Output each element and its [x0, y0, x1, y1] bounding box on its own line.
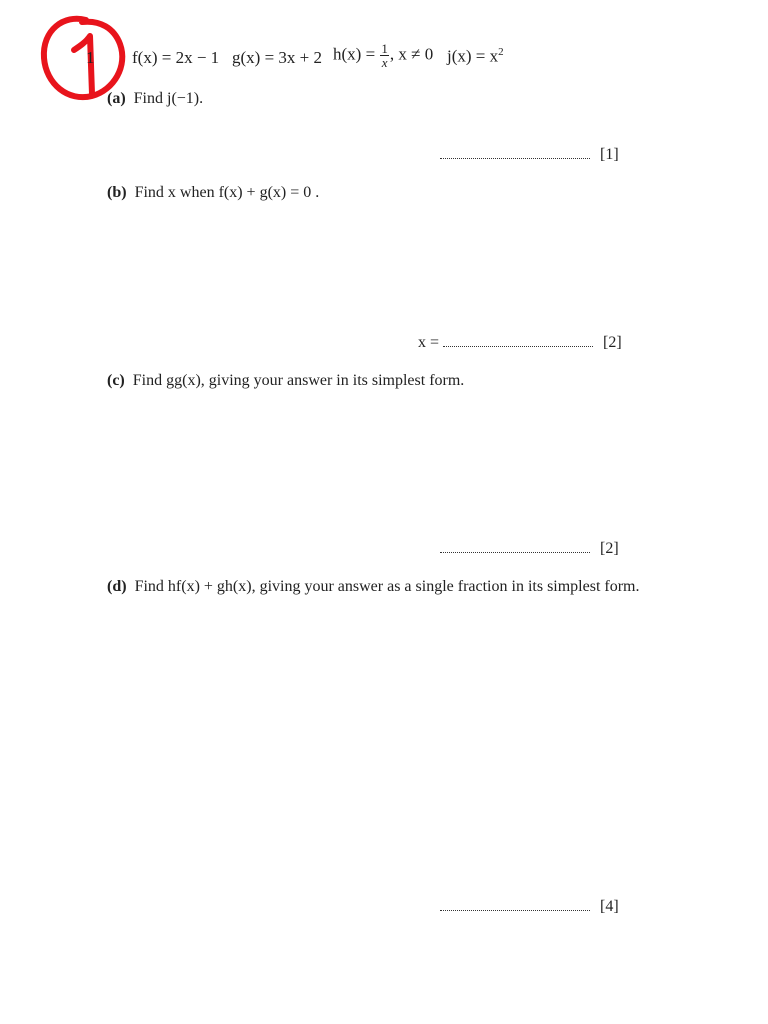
- function-h-lhs: h(x) =: [333, 44, 380, 64]
- part-c-marks: [2]: [600, 540, 619, 557]
- part-a-prompt: [107, 90, 203, 108]
- part-d-answer-field[interactable]: [440, 898, 590, 911]
- part-a-marks: [1]: [600, 146, 619, 163]
- part-c-answer-field[interactable]: [440, 540, 590, 553]
- function-h-condition: , x ≠ 0: [389, 44, 434, 64]
- part-a-text: Find j(−1).: [133, 90, 204, 107]
- part-c-label: (c): [107, 372, 125, 389]
- part-b-label: (b): [107, 184, 127, 201]
- function-f: f(x) = 2x − 1: [132, 48, 220, 67]
- part-d-label: (d): [107, 578, 127, 595]
- function-j-exponent: 2: [498, 46, 504, 58]
- part-b-answer-field[interactable]: [443, 334, 593, 347]
- part-a-label: (a): [107, 90, 126, 107]
- part-c-answer-line: [436, 540, 619, 558]
- function-j-base: j(x) = x: [447, 46, 499, 66]
- part-c-prompt: [107, 372, 464, 390]
- function-j: [447, 46, 504, 67]
- part-b-text: Find x when f(x) + g(x) = 0 .: [134, 184, 320, 201]
- part-c-text: Find gg(x), giving your answer in its simplest form.: [132, 372, 465, 389]
- part-d-marks: [4]: [600, 898, 619, 915]
- function-g: g(x) = 3x + 2: [232, 48, 322, 67]
- part-d-text: Find hf(x) + gh(x), giving your answer as a single fraction in its simplest form.: [134, 578, 640, 595]
- part-a-answer-field[interactable]: [440, 146, 590, 159]
- function-h-denominator: x: [381, 55, 388, 70]
- part-d-prompt: [107, 578, 640, 596]
- part-d-answer-line: [436, 898, 619, 916]
- part-b-answer-prefix: x =: [418, 334, 440, 351]
- part-b-answer-line: [418, 334, 622, 352]
- function-h-fraction: [380, 42, 389, 69]
- part-a-answer-line: [436, 146, 619, 164]
- question-number: 1: [86, 48, 95, 67]
- function-h-numerator: 1: [381, 41, 388, 56]
- function-h: [333, 42, 433, 69]
- part-b-marks: [2]: [603, 334, 622, 351]
- part-b-prompt: [107, 184, 319, 202]
